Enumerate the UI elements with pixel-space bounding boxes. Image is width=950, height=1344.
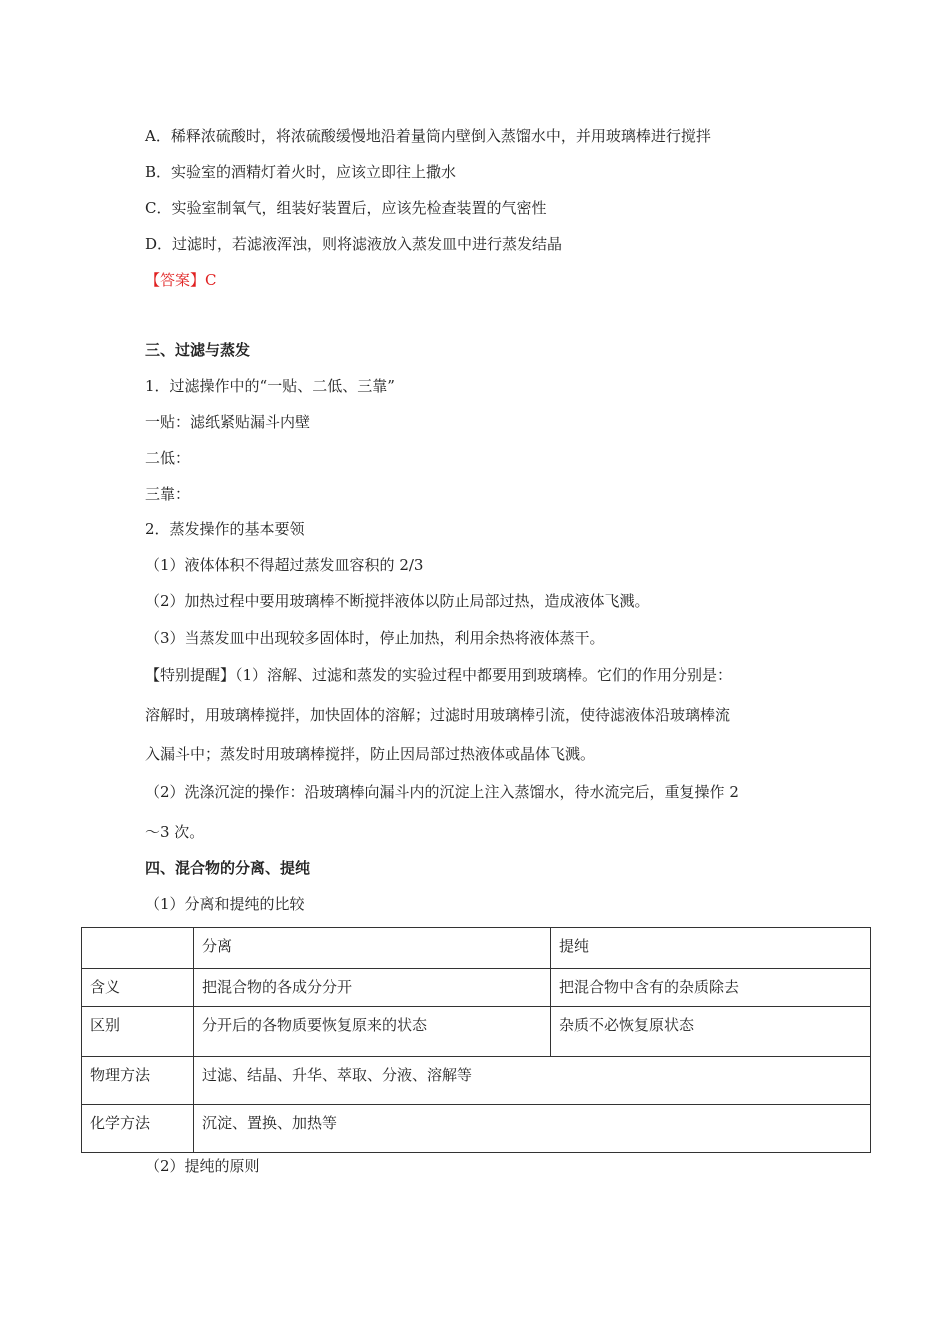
tip-line-4: （2）洗涤沉淀的操作：沿玻璃棒向漏斗内的沉淀上注入蒸馏水，待水流完后，重复操作 2 bbox=[145, 783, 739, 801]
sankao-line: 三靠： bbox=[145, 485, 191, 503]
cell-meaning-purification: 把混合物中含有的杂质除去 bbox=[551, 969, 871, 1007]
table-row-physical bbox=[82, 1057, 871, 1105]
purification-principle-title: （2）提纯的原则 bbox=[145, 1157, 260, 1175]
evaporation-title: 2．蒸发操作的基本要领 bbox=[145, 520, 305, 538]
table-row-difference bbox=[82, 1007, 871, 1057]
table-corner-cell bbox=[82, 928, 194, 969]
option-b: B．实验室的酒精灯着火时，应该立即往上撒水 bbox=[145, 163, 457, 181]
cell-physical-methods: 过滤、结晶、升华、萃取、分液、溶解等 bbox=[194, 1057, 871, 1105]
option-d: D．过滤时，若滤液浑浊，则将滤液放入蒸发皿中进行蒸发结晶 bbox=[145, 235, 563, 253]
evaporation-point-3: （3）当蒸发皿中出现较多固体时，停止加热，利用余热将液体蒸干。 bbox=[145, 629, 605, 647]
table-row-chemical bbox=[82, 1105, 871, 1153]
header-separation: 分离 bbox=[194, 928, 551, 969]
table-header-row bbox=[82, 928, 871, 969]
evaporation-point-2: （2）加热过程中要用玻璃棒不断搅拌液体以防止局部过热，造成液体飞溅。 bbox=[145, 592, 650, 610]
row-label-meaning: 含义 bbox=[82, 969, 194, 1007]
answer-label: 【答案】 bbox=[145, 271, 206, 289]
table-row-meaning bbox=[82, 969, 871, 1007]
header-purification: 提纯 bbox=[551, 928, 871, 969]
cell-meaning-separation: 把混合物的各成分分开 bbox=[194, 969, 551, 1007]
erdi-line: 二低： bbox=[145, 449, 191, 467]
row-label-physical: 物理方法 bbox=[82, 1057, 194, 1105]
comparison-subtitle: （1）分离和提纯的比较 bbox=[145, 895, 305, 913]
tip-line-5: ～3 次。 bbox=[145, 823, 205, 841]
tip-line-2: 溶解时，用玻璃棒搅拌，加快固体的溶解；过滤时用玻璃棒引流，使待滤液体沿玻璃棒流 bbox=[145, 706, 731, 724]
evaporation-point-1: （1）液体体积不得超过蒸发皿容积的 2/3 bbox=[145, 556, 424, 574]
answer-line bbox=[145, 270, 217, 290]
tip-line-1: 【特别提醒】（1）溶解、过滤和蒸发的实验过程中都要用到玻璃棒。它们的作用分别是： bbox=[145, 666, 733, 684]
cell-difference-purification: 杂质不必恢复原状态 bbox=[551, 1007, 871, 1057]
option-c: C．实验室制氧气，组装好装置后，应该先检查装置的气密性 bbox=[145, 199, 547, 217]
option-a: A．稀释浓硫酸时，将浓硫酸缓慢地沿着量筒内壁倒入蒸馏水中，并用玻璃棒进行搅拌 bbox=[145, 127, 711, 145]
comparison-table bbox=[81, 927, 871, 1153]
section3-heading: 三、过滤与蒸发 bbox=[145, 341, 251, 359]
section4-heading: 四、混合物的分离、提纯 bbox=[145, 859, 311, 877]
tip-line-3: 入漏斗中；蒸发时用玻璃棒搅拌，防止因局部过热液体或晶体飞溅。 bbox=[145, 745, 596, 763]
filtration-title: 1．过滤操作中的“一贴、二低、三靠” bbox=[145, 377, 395, 395]
row-label-difference: 区别 bbox=[82, 1007, 194, 1057]
cell-chemical-methods: 沉淀、置换、加热等 bbox=[194, 1105, 871, 1153]
answer-value: C bbox=[205, 271, 217, 289]
row-label-chemical: 化学方法 bbox=[82, 1105, 194, 1153]
cell-difference-separation: 分开后的各物质要恢复原来的状态 bbox=[194, 1007, 551, 1057]
yitie-line: 一贴：滤纸紧贴漏斗内壁 bbox=[145, 413, 311, 431]
